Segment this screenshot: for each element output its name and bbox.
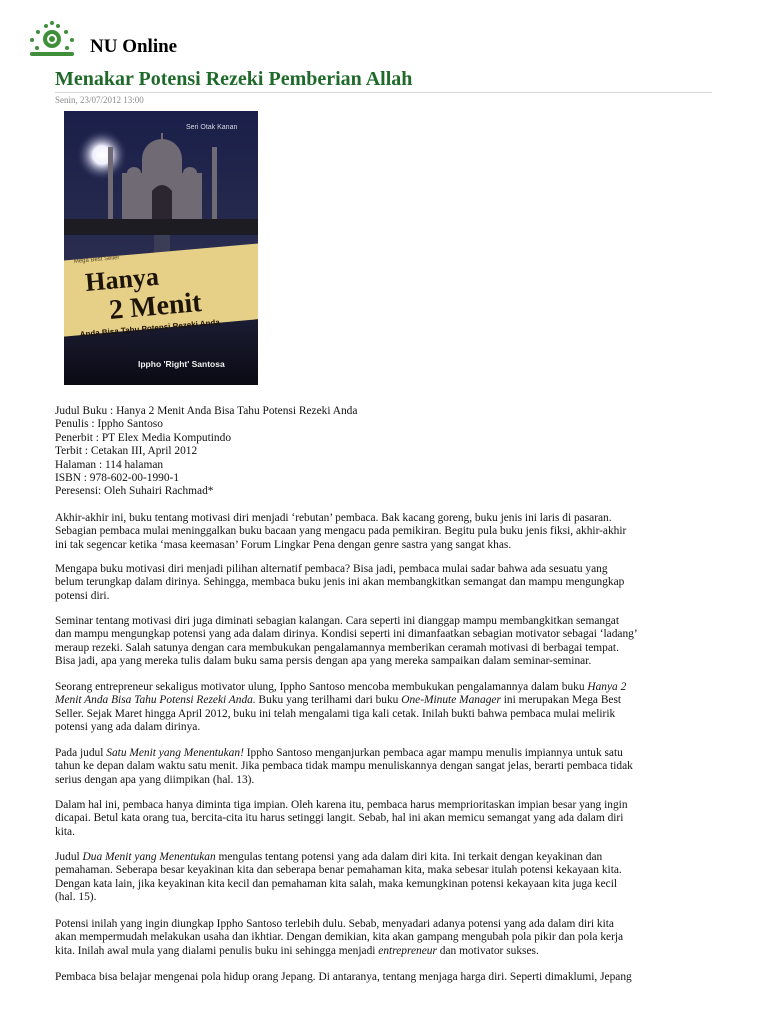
book-title-italic: Hanya 2 xyxy=(587,681,627,693)
chapter-title-italic: Dua Menit yang Menentukan xyxy=(82,851,216,863)
paragraph-line: (hal. 15). xyxy=(55,891,97,904)
book-title-italic: Menit Anda Bisa Tahu Potensi Rezeki Anda. xyxy=(55,694,256,707)
text-span: Buku yang terilhami dari buku xyxy=(255,694,402,707)
text-span: Pada judul xyxy=(55,747,107,759)
detail-pages: Halaman : 114 halaman xyxy=(55,458,164,471)
paragraph-line: Bisa jadi, apa yang mereka tulis dalam buku sama persis dengan apa yang mereka sampaikan dalam seminar-seminar. xyxy=(55,655,592,668)
cover-author: Ippho 'Right' Santosa xyxy=(138,359,225,369)
paragraph-line: serius dengan apa yang diimpikan (hal. 13). xyxy=(55,773,255,786)
article-paragraph-7 xyxy=(55,851,715,905)
article-paragraph-8 xyxy=(55,918,715,958)
detail-reviewer: Peresensi: Oleh Suhairi Rachmad* xyxy=(55,485,214,498)
book-cover-art xyxy=(64,111,258,385)
nu-logo-icon[interactable] xyxy=(24,18,80,64)
term-italic: entrepreneur xyxy=(378,944,437,957)
detail-isbn: ISBN : 978-602-00-1990-1 xyxy=(55,472,180,485)
paragraph-line: Mengapa buku motivasi diri menjadi pilihan alternatif pembaca? Bisa jadi, pembaca mulai sadar bahwa ada sesuatu yang xyxy=(55,563,608,575)
paragraph-line: belum terungkap dalam dirinya. Sehingga, membaca buku jenis ini akan membangkitkan semangat dan mampu mengungkap xyxy=(55,576,625,589)
paragraph-line xyxy=(55,945,715,958)
cover-title-line1: Hanya xyxy=(83,261,160,297)
paragraph-line: Sebagian pembaca mulai meninggalkan buku bacaan yang mengacu pada pemikiran. Begitu pula buku jenis fiksi, akhir-akhir xyxy=(55,525,627,538)
article-paragraph-3 xyxy=(55,615,715,669)
text-span: mengulas tentang potensi yang ada dalam diri kita. Ini terkait dengan keyakinan dan xyxy=(215,851,603,863)
article-paragraph-5 xyxy=(55,747,715,787)
text-span: Seorang entrepreneur sekaligus motivator ulung, Ippho Santoso mencoba membukukan pengalamannya dalam buku xyxy=(55,681,588,693)
article-paragraph-4 xyxy=(55,681,715,735)
text-span: ini merupakan Mega Best xyxy=(500,694,622,707)
article-paragraph-9 xyxy=(55,971,715,984)
article-paragraph-1 xyxy=(55,512,715,552)
article-paragraph-6 xyxy=(55,799,715,839)
paragraph-line: akan mempermudah melakukan usaha dan ikhtiar. Dengan demikian, kita akan gampang mengubah pola pikir dan pola kerja xyxy=(55,931,624,944)
text-span: dan motivator sukses. xyxy=(436,944,539,957)
book-title-italic: One-Minute Manager xyxy=(401,694,501,707)
paragraph-line: Dengan kata lain, jika keyakinan kita kecil dan pemahaman kita salah, maka kemungkinan potensi kekayaan kita juga kecil xyxy=(55,877,618,890)
paragraph-line: Dalam hal ini, pembaca hanya diminta tiga impian. Oleh karena itu, pembaca harus memprioritaskan impian besar yang ingin xyxy=(55,799,628,811)
paragraph-line: Pembaca bisa belajar mengenai pola hidup orang Jepang. Di antaranya, tentang menjaga harga diri. Seperti dimaklumi, Jepang xyxy=(55,971,632,983)
cover-series: Seri Otak Kanan xyxy=(186,124,238,131)
cover-subtitle: Anda Bisa Tahu Potensi Rezeki Anda xyxy=(79,317,221,339)
article-paragraph-2 xyxy=(55,563,715,603)
paragraph-line: Potensi inilah yang ingin diungkap Ippho Santoso terlebih dulu. Sebab, menyadari adanya potensi yang ada dalam diri kita xyxy=(55,918,614,930)
paragraph-line: Akhir-akhir ini, buku tentang motivasi diri menjadi ‘rebutan’ pembaca. Bak kacang goreng, buku jenis ini laris di pasaran. xyxy=(55,512,612,524)
paragraph-line xyxy=(55,681,715,694)
paragraph-line: dicapai. Betul kata orang tua, bercita-cita itu harus setinggi langit. Sebab, hal ini akan memicu semangat yang ada dalam diri xyxy=(55,812,624,825)
paragraph-line: potensi yang ada dalam dirinya. xyxy=(55,721,201,734)
paragraph-line: meraup rezeki. Salah satunya dengan cara membukukan pengalamannya memberikan ceramah motivasi di berbagai tempat. xyxy=(55,641,619,654)
site-name[interactable]: NU Online xyxy=(90,36,178,57)
detail-published: Terbit : Cetakan III, April 2012 xyxy=(55,445,198,458)
title-divider xyxy=(55,92,712,93)
paragraph-line: dan mampu mengungkap potensi yang ada dalam dirinya. Kondisi seperti ini dimanfaatkan sebagian motivator sebagai ‘ladang’ xyxy=(55,628,638,641)
paragraph-line: ini tak segencar ketika ‘masa keemasan’ Forum Lingkar Pena dengan genre sastra yang sangat khas. xyxy=(55,538,512,551)
detail-author: Penulis : Ippho Santoso xyxy=(55,418,163,431)
paragraph-line: Seminar tentang motivasi diri juga diminati sebagian kalangan. Cara seperti ini dianggap mampu membangkitkan semangat xyxy=(55,615,620,627)
article-date: Senin, 23/07/2012 13:00 xyxy=(55,95,144,105)
book-cover-image xyxy=(64,111,258,385)
paragraph-line xyxy=(55,747,715,760)
text-span: Ippho Santoso menganjurkan pembaca agar mampu menulis impiannya untuk satu xyxy=(243,747,623,759)
detail-publisher: Penerbit : PT Elex Media Komputindo xyxy=(55,431,232,444)
paragraph-line: Seller. Sejak Maret hingga April 2012, buku ini telah mengalami tiga kali cetak. Inilah bukti bahwa pembaca mulai melirik xyxy=(55,707,616,720)
article-title[interactable]: Menakar Potensi Rezeki Pemberian Allah xyxy=(55,68,413,90)
paragraph-line xyxy=(55,851,715,864)
paragraph-line: pemahaman. Seberapa besar keyakinan kita dan seberapa benar pemahaman kita, maka sebesar itulah potensi kekayaan kita. xyxy=(55,864,622,877)
text-span: Judul xyxy=(55,851,83,863)
cover-title-line2: 2 Menit xyxy=(107,287,203,326)
text-span: kita. Inilah awal mula yang dialami penulis buku ini sehingga menjadi xyxy=(55,944,379,957)
detail-title: Judul Buku : Hanya 2 Menit Anda Bisa Tahu Potensi Rezeki Anda xyxy=(55,405,358,417)
chapter-title-italic: Satu Menit yang Menentukan! xyxy=(106,747,244,759)
paragraph-line: tahun ke depan dalam waktu satu menit. Jika pembaca tidak mampu menuliskannya dengan sangat jelas, berarti pembaca tidak xyxy=(55,760,633,773)
paragraph-line xyxy=(55,694,715,707)
book-details xyxy=(55,405,715,499)
paragraph-line: potensi diri. xyxy=(55,589,110,602)
paragraph-line: kita. xyxy=(55,825,75,838)
cover-badge: Mega Best Seller xyxy=(73,255,120,265)
